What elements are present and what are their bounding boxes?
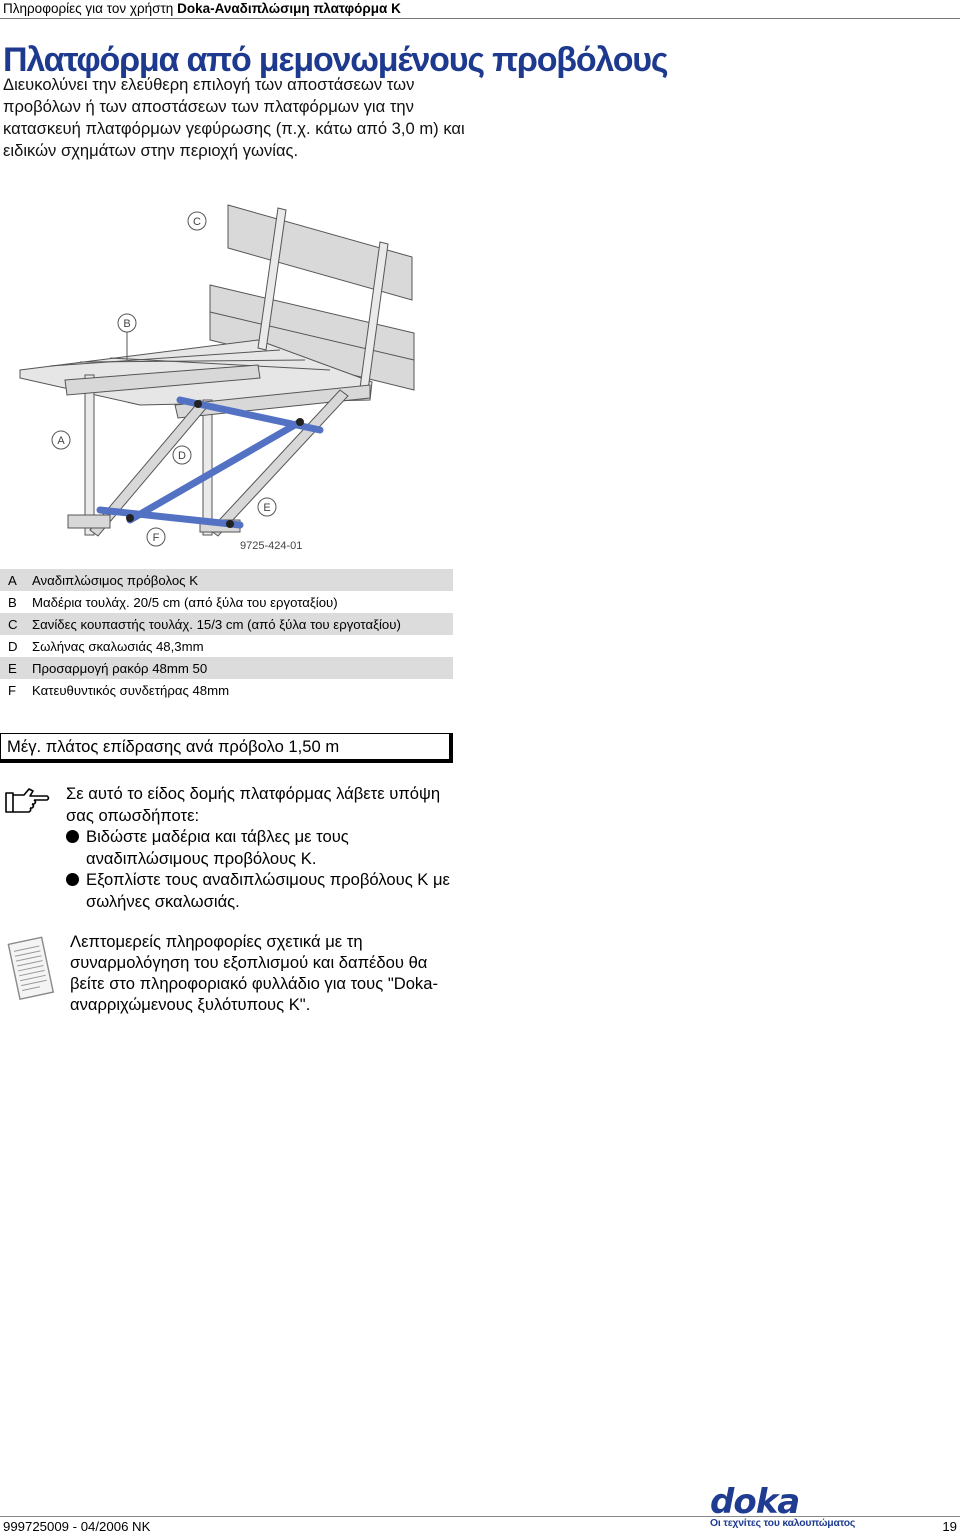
legend-letter: A xyxy=(8,572,17,588)
document-icon xyxy=(6,932,58,1006)
reference-note: Λεπτομερείς πληροφορίες σχετικά με τη συναρμολόγηση του εξοπλισμού και δαπέδου θα βείτε στο πληροφοριακό φυλλάδιο για τους "Doka-αναρριχώμενους ξυλότυπους K". xyxy=(70,932,438,1014)
callout-b-label: B xyxy=(123,318,131,330)
intro-paragraph: Διευκολύνει την ελεύθερη επιλογή των αποστάσεων των προβόλων ή των αποστάσεων των πλατφόρμων για την κατασκευή πλατφόρμων γεφύρωσης (π.χ. κάτω από 3,0 m) και ειδικών σχημάτων στην περιοχή γωνίας. xyxy=(3,75,465,160)
note-bullet-text: Βιδώστε μαδέρια και τάβλες με τους αναδιπλώσιμους προβόλους K. xyxy=(86,827,349,868)
legend-row xyxy=(0,569,453,591)
header-prefix: Πληροφορίες για τον χρήστη xyxy=(3,1,178,16)
platform-diagram xyxy=(10,200,450,560)
callout-e xyxy=(258,498,276,516)
note-bullet xyxy=(66,826,461,869)
callout-a-label: A xyxy=(57,435,65,447)
bullet-dot-icon xyxy=(66,873,79,886)
callout-f-label: F xyxy=(152,532,160,544)
callout-d xyxy=(173,446,191,464)
footer-page-number: 19 xyxy=(942,1519,957,1534)
callout-c xyxy=(188,212,206,230)
legend-text: Αναδιπλώσιμος πρόβολος K xyxy=(32,572,199,588)
header-product: Doka-Αναδιπλώσιμη πλατφόρμα K xyxy=(177,1,401,16)
legend-row xyxy=(0,657,453,679)
legend-text: Σανίδες κουπαστής τουλάχ. 15/3 cm (από ξύλα του εργοταξίου) xyxy=(32,616,401,632)
callout-d-label: D xyxy=(178,450,186,462)
legend-row xyxy=(0,591,453,613)
legend-letter: B xyxy=(8,594,17,610)
legend-letter: F xyxy=(8,682,17,698)
logo-word: doka xyxy=(710,1482,800,1522)
legend-letter: D xyxy=(8,638,18,654)
page-title: Πλατφόρμα από μεμονωμένους προβόλους xyxy=(3,41,668,79)
legend-text: Κατευθυντικός συνδετήρας 48mm xyxy=(32,682,230,698)
note-bullet xyxy=(66,869,461,912)
note-block xyxy=(66,783,461,912)
callout-a xyxy=(52,431,70,449)
header-text xyxy=(3,0,401,17)
bullet-dot-icon xyxy=(66,830,79,843)
note-intro: Σε αυτό το είδος δομής πλατφόρμας λάβετε υπόψη σας οπωσδήποτε: xyxy=(66,784,441,825)
legend-row xyxy=(0,635,453,657)
max-width-box: Μέγ. πλάτος επίδρασης ανά πρόβολο 1,50 m xyxy=(0,733,453,763)
page-header xyxy=(0,0,960,19)
footer-doc-number: 999725009 - 04/2006 NK xyxy=(3,1519,151,1534)
note-bullet-text: Εξοπλίστε τους αναδιπλώσιμους προβόλους K με σωλήνες σκαλωσιάς. xyxy=(86,870,450,911)
logo-slogan: Οι τεχνίτες του καλουπώματος xyxy=(710,1518,856,1529)
legend-letter: E xyxy=(8,660,17,676)
legend-row xyxy=(0,679,453,701)
legend-letter: C xyxy=(8,616,18,632)
callout-e-label: E xyxy=(263,502,271,514)
callout-c-label: C xyxy=(193,216,201,228)
legend-text: Προσαρμογή ρακόρ 48mm 50 xyxy=(32,660,208,676)
legend-text: Σωλήνας σκαλωσιάς 48,3mm xyxy=(32,638,204,654)
legend-table xyxy=(0,569,453,701)
pointing-hand-icon xyxy=(4,784,50,818)
doka-logo xyxy=(710,1482,856,1532)
legend-text: Μαδέρια τουλάχ. 20/5 cm (από ξύλα του εργοταξίου) xyxy=(32,594,338,610)
callout-f xyxy=(147,528,165,546)
legend-row xyxy=(0,613,453,635)
callout-b xyxy=(118,314,136,360)
figure-code: 9725-424-01 xyxy=(240,540,303,552)
